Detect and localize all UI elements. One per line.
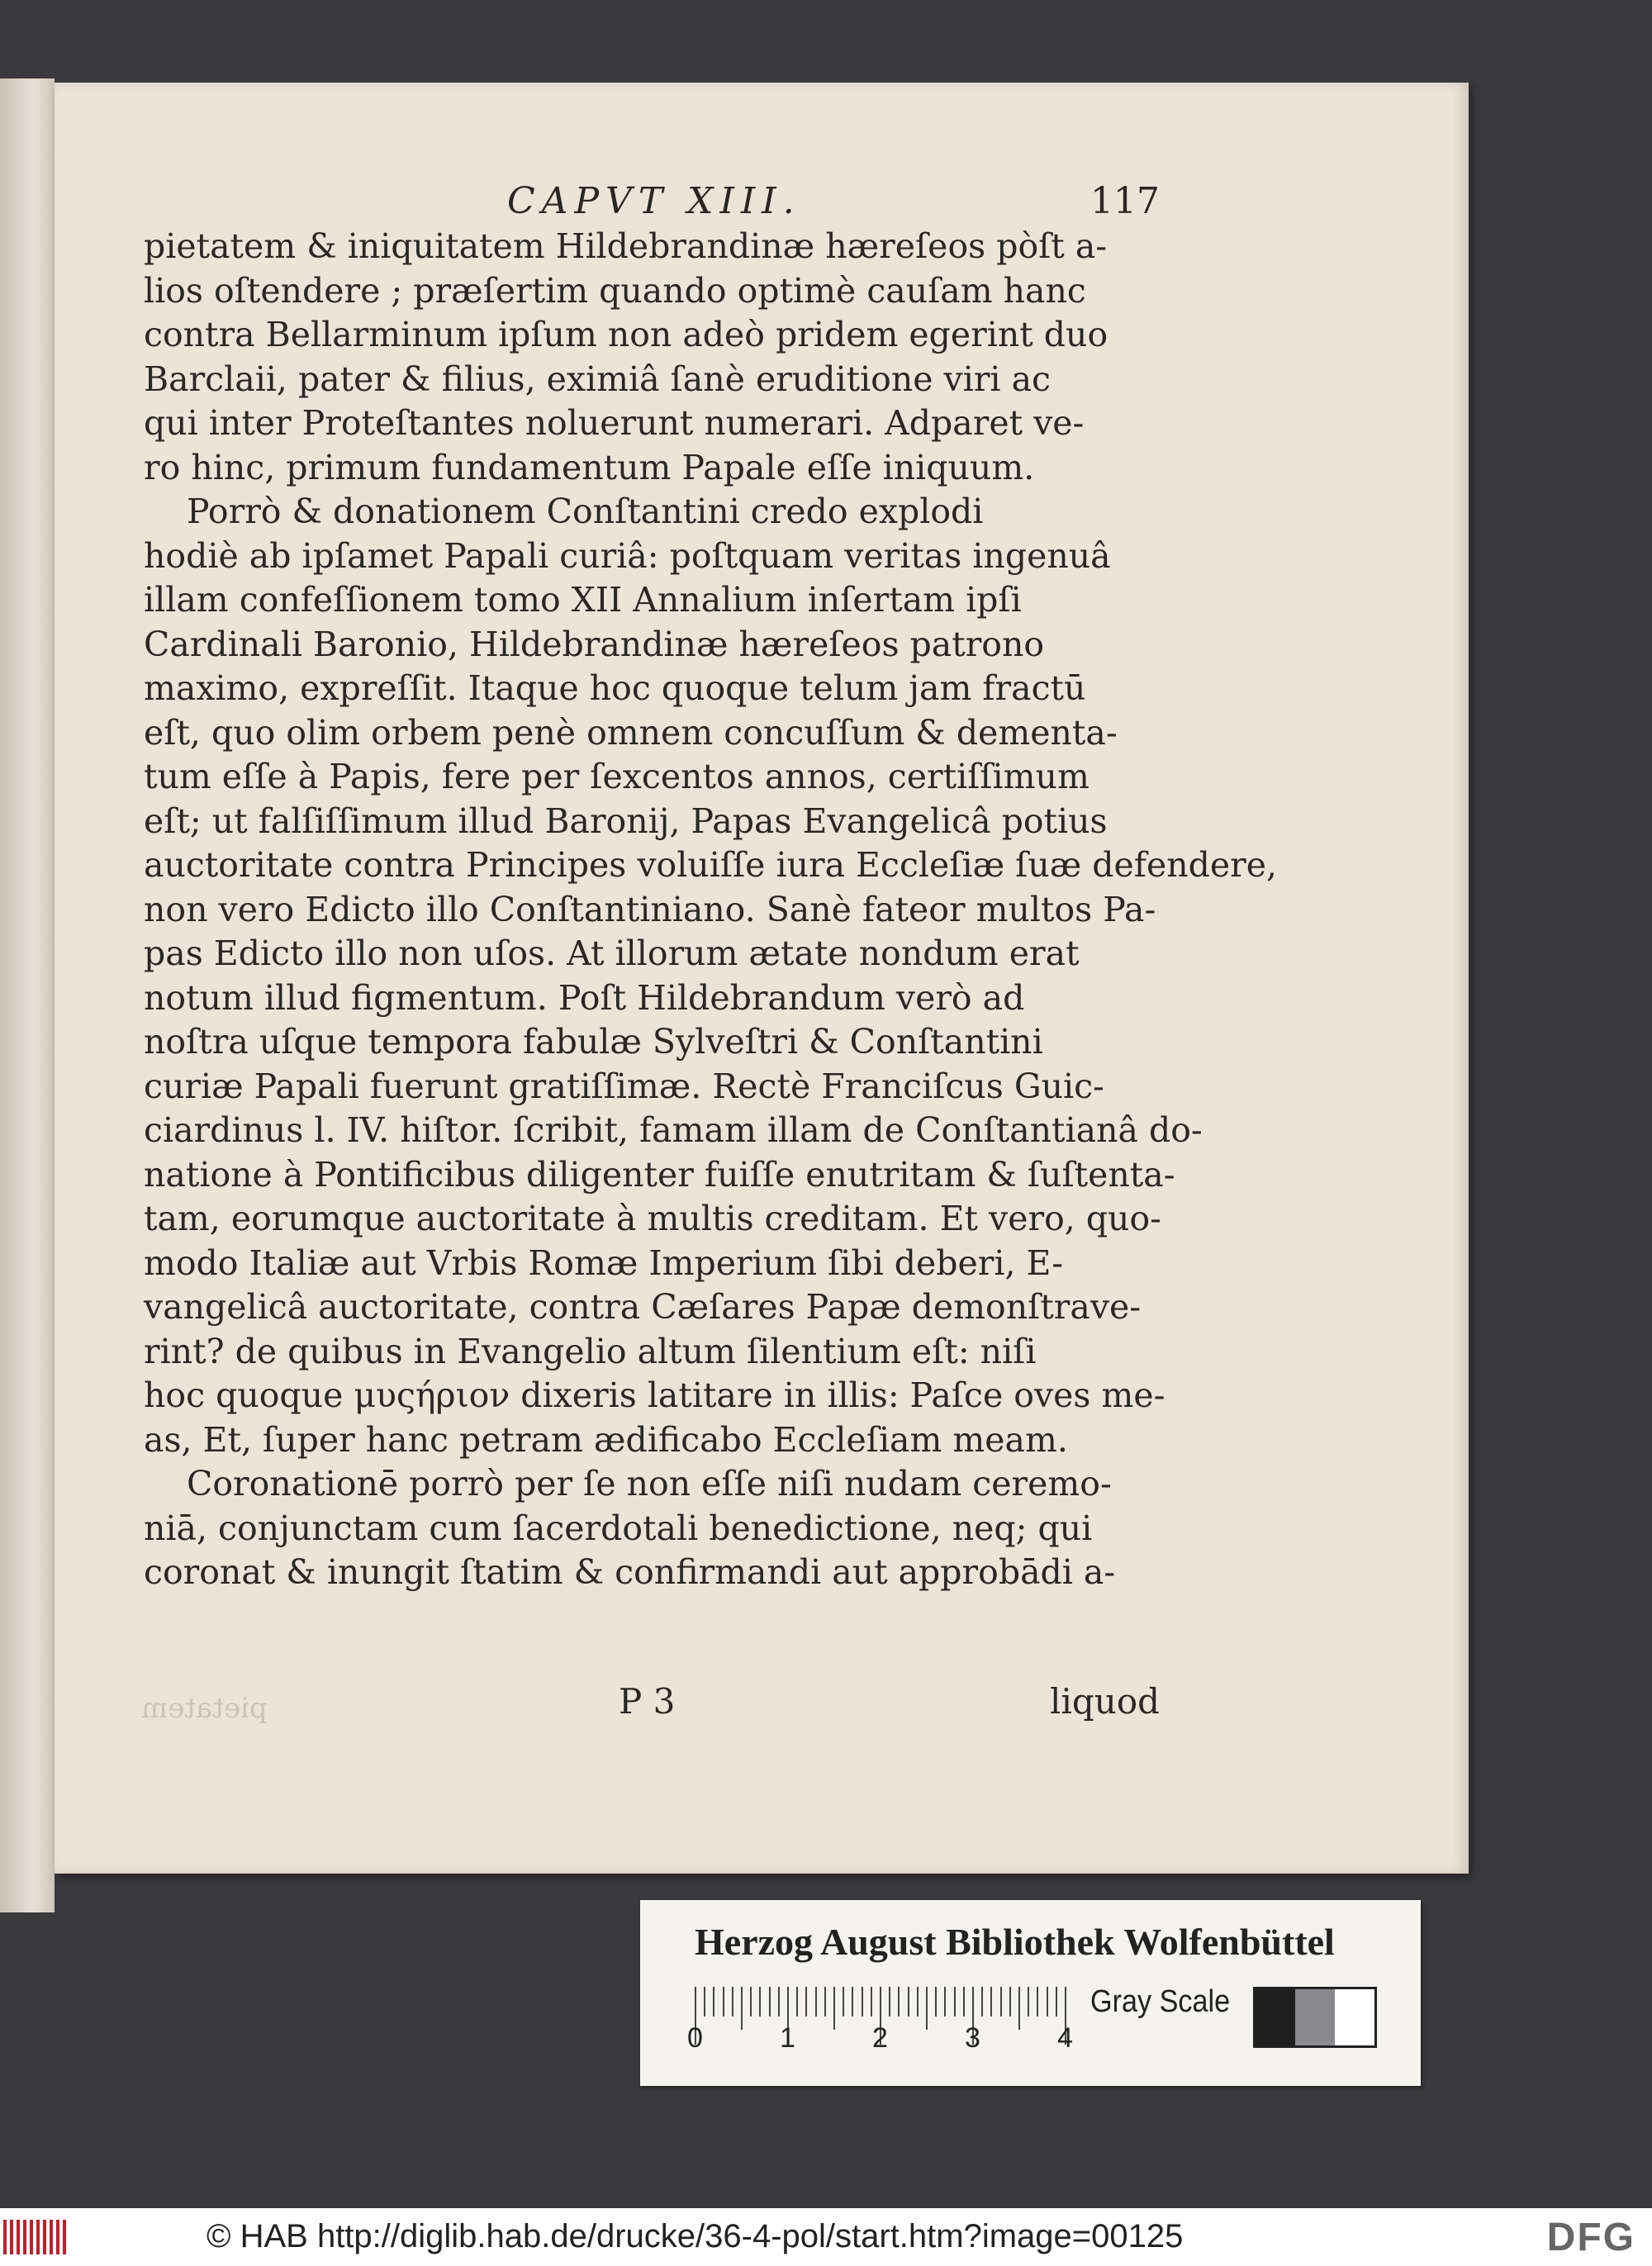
catchword: liquod — [1050, 1681, 1160, 1722]
ruler-tick — [990, 1987, 992, 2017]
ruler-tick — [815, 1987, 817, 2017]
gray-scale-label: Gray Scale — [1090, 1984, 1231, 2019]
text-line: Cardinali Baronio, Hildebrandinæ hæreſeos patrono — [144, 624, 1045, 664]
ruler-tick — [824, 1987, 826, 2017]
signature-mark: P 3 — [619, 1681, 676, 1722]
ruler-tick — [981, 1987, 983, 2017]
ruler-tick — [1018, 1987, 1020, 2030]
ruler-tick — [852, 1987, 853, 2017]
ruler-label: 3 — [965, 2022, 980, 2054]
ruler-tick — [704, 1987, 705, 2017]
text-line: tam, eorumque auctoritate à multis creditam. Et vero, quo- — [144, 1199, 1162, 1238]
body-text — [144, 225, 1278, 1595]
text-line: maximo, expreſſit. Itaque hoc quoque telum jam fractū — [144, 668, 1086, 708]
text-line: coronat & inungit ſtatim & confirmandi aut approbādi a- — [144, 1552, 1116, 1592]
footer-bar — [0, 2208, 1652, 2266]
ruler-tick — [963, 1987, 965, 2017]
ruler-tick — [944, 1987, 946, 2017]
text-line: Barclaii, pater & filius, eximiâ ſanè eruditione viri ac — [144, 359, 1051, 399]
text-line: Coronationē porrò per ſe non eſſe niſi nudam ceremo- — [187, 1464, 1112, 1504]
ruler-tick — [1028, 1987, 1029, 2017]
gray-scale-swatch — [1253, 1987, 1377, 2048]
text-line: curiæ Papali fuerunt gratiſſimæ. Rectè Franciſcus Guic- — [144, 1066, 1104, 1106]
ruler-label: 2 — [872, 2022, 888, 2054]
text-line: noſtra uſque tempora fabulæ Sylveſtri & Conſtantini — [144, 1022, 1043, 1062]
ruler-tick — [1000, 1987, 1002, 2017]
text-line: illam confeſſionem tomo XII Annalium inſertam ipſi — [144, 580, 1022, 620]
text-line: ciardinus l. IV. hiſtor. ſcribit, famam illam de Conſtantianâ do- — [144, 1110, 1203, 1150]
text-line: pietatem & iniquitatem Hildebrandinæ hæreſeos pòſt a- — [144, 226, 1108, 266]
ruler-tick — [732, 1987, 733, 2017]
ruler-tick — [723, 1987, 724, 2017]
ruler-tick — [843, 1987, 844, 2017]
text-line: eſt, quo olim orbem penè omnem concuſſum & dementa- — [144, 712, 1118, 753]
text-line: eſt; ut falſiſſimum illud Baronij, Papas Evangelicâ potius — [144, 800, 1108, 841]
text-line: pas Edicto illo non uſos. At illorum ætate nondum erat — [144, 933, 1080, 973]
text-line: tum eſſe à Papis, fere per ſexcentos annos, certiſſimum — [144, 757, 1089, 796]
text-line: ro hinc, primum fundamentum Papale eſſe iniquum. — [144, 447, 1035, 487]
ruler-tick — [1037, 1987, 1038, 2017]
running-title: CAPVT XIII. — [507, 180, 801, 222]
library-name: Herzog August Bibliothek Wolfenbüttel — [695, 1921, 1335, 1963]
ruler-label: 1 — [780, 2022, 795, 2054]
color-reference-card — [640, 1900, 1421, 2086]
ruler-tick — [889, 1987, 890, 2017]
ruler-tick — [935, 1987, 937, 2017]
barcode-icon — [3, 2220, 66, 2254]
gray-swatch-segment — [1256, 1989, 1295, 2045]
text-line: lios oſtendere ; præſertim quando optimè cauſam hanc — [144, 270, 1086, 311]
ruler-tick — [898, 1987, 900, 2017]
ruler-tick — [1047, 1987, 1048, 2017]
ruler-tick — [805, 1987, 807, 2017]
ruler-tick — [769, 1987, 771, 2017]
ruler-tick — [862, 1987, 863, 2017]
ruler-tick — [908, 1987, 909, 2017]
ruler-tick — [759, 1987, 761, 2017]
ruler-tick — [926, 1987, 928, 2030]
dfg-logo: DFG — [1546, 2216, 1635, 2259]
text-line: hodiè ab ipſamet Papali curiâ: poſtquam veritas ingenuâ — [144, 535, 1111, 576]
ruler-tick — [741, 1987, 743, 2030]
ruler-tick — [713, 1987, 714, 2017]
gray-swatch-segment — [1335, 1989, 1374, 2045]
ruler-tick — [750, 1987, 752, 2017]
ruler-label: 4 — [1057, 2022, 1073, 2054]
text-line: Porrò & donationem Conſtantini credo explodi — [187, 492, 984, 531]
copyright-url[interactable]: © HAB http://diglib.hab.de/drucke/36-4-pol/start.htm?image=00125 — [206, 2218, 1184, 2254]
ruler-tick — [1009, 1987, 1011, 2017]
text-line: modo Italiæ aut Vrbis Romæ Imperium ſibi deberi, E- — [144, 1242, 1064, 1283]
book-page — [55, 83, 1469, 1874]
page-number: 117 — [1090, 180, 1160, 222]
gray-swatch-segment — [1295, 1989, 1335, 2045]
text-line: qui inter Proteſtantes noluerunt numerari. Adparet ve- — [144, 403, 1085, 443]
text-line: hoc quoque μυςήριον dixeris latitare in illis: Paſce oves me- — [144, 1375, 1165, 1415]
ruler-tick — [917, 1987, 919, 2017]
text-line: vangelicâ auctoritate, contra Cæſares Papæ demonſtrave- — [144, 1287, 1142, 1327]
text-line: as, Et, ſuper hanc petram ædificabo Eccleſiam meam. — [144, 1419, 1068, 1460]
page-header — [144, 180, 1160, 230]
ruler-tick — [833, 1987, 835, 2030]
text-line: contra Bellarminum ipſum non adeò pridem egerint duo — [144, 315, 1108, 354]
ruler-tick — [954, 1987, 956, 2017]
facing-page-edge — [0, 78, 55, 1912]
page-footer — [144, 1681, 1160, 1727]
text-line: niā, conjunctam cum ſacerdotali benedictione, neq; qui — [144, 1508, 1093, 1548]
text-line: auctoritate contra Principes voluiſſe iura Eccleſiæ ſuæ defendere, — [144, 845, 1278, 885]
text-line: rint? de quibus in Evangelio altum ſilentium eſt: niſi — [144, 1331, 1037, 1371]
ruler-tick — [796, 1987, 798, 2017]
ruler-tick — [778, 1987, 780, 2017]
text-line: notum illud figmentum. Poſt Hildebrandum verò ad — [144, 977, 1025, 1018]
offset-ghost-text: pietatem — [141, 1692, 268, 1725]
text-line: natione à Pontificibus diligenter fuiſſe enutritam & ſuſtenta- — [144, 1154, 1175, 1195]
ruler-tick — [871, 1987, 872, 2017]
text-line: non vero Edicto illo Conſtantiniano. Sanè fateor multos Pa- — [144, 889, 1156, 929]
ruler-tick — [1056, 1987, 1057, 2017]
ruler-label: 0 — [687, 2022, 703, 2054]
